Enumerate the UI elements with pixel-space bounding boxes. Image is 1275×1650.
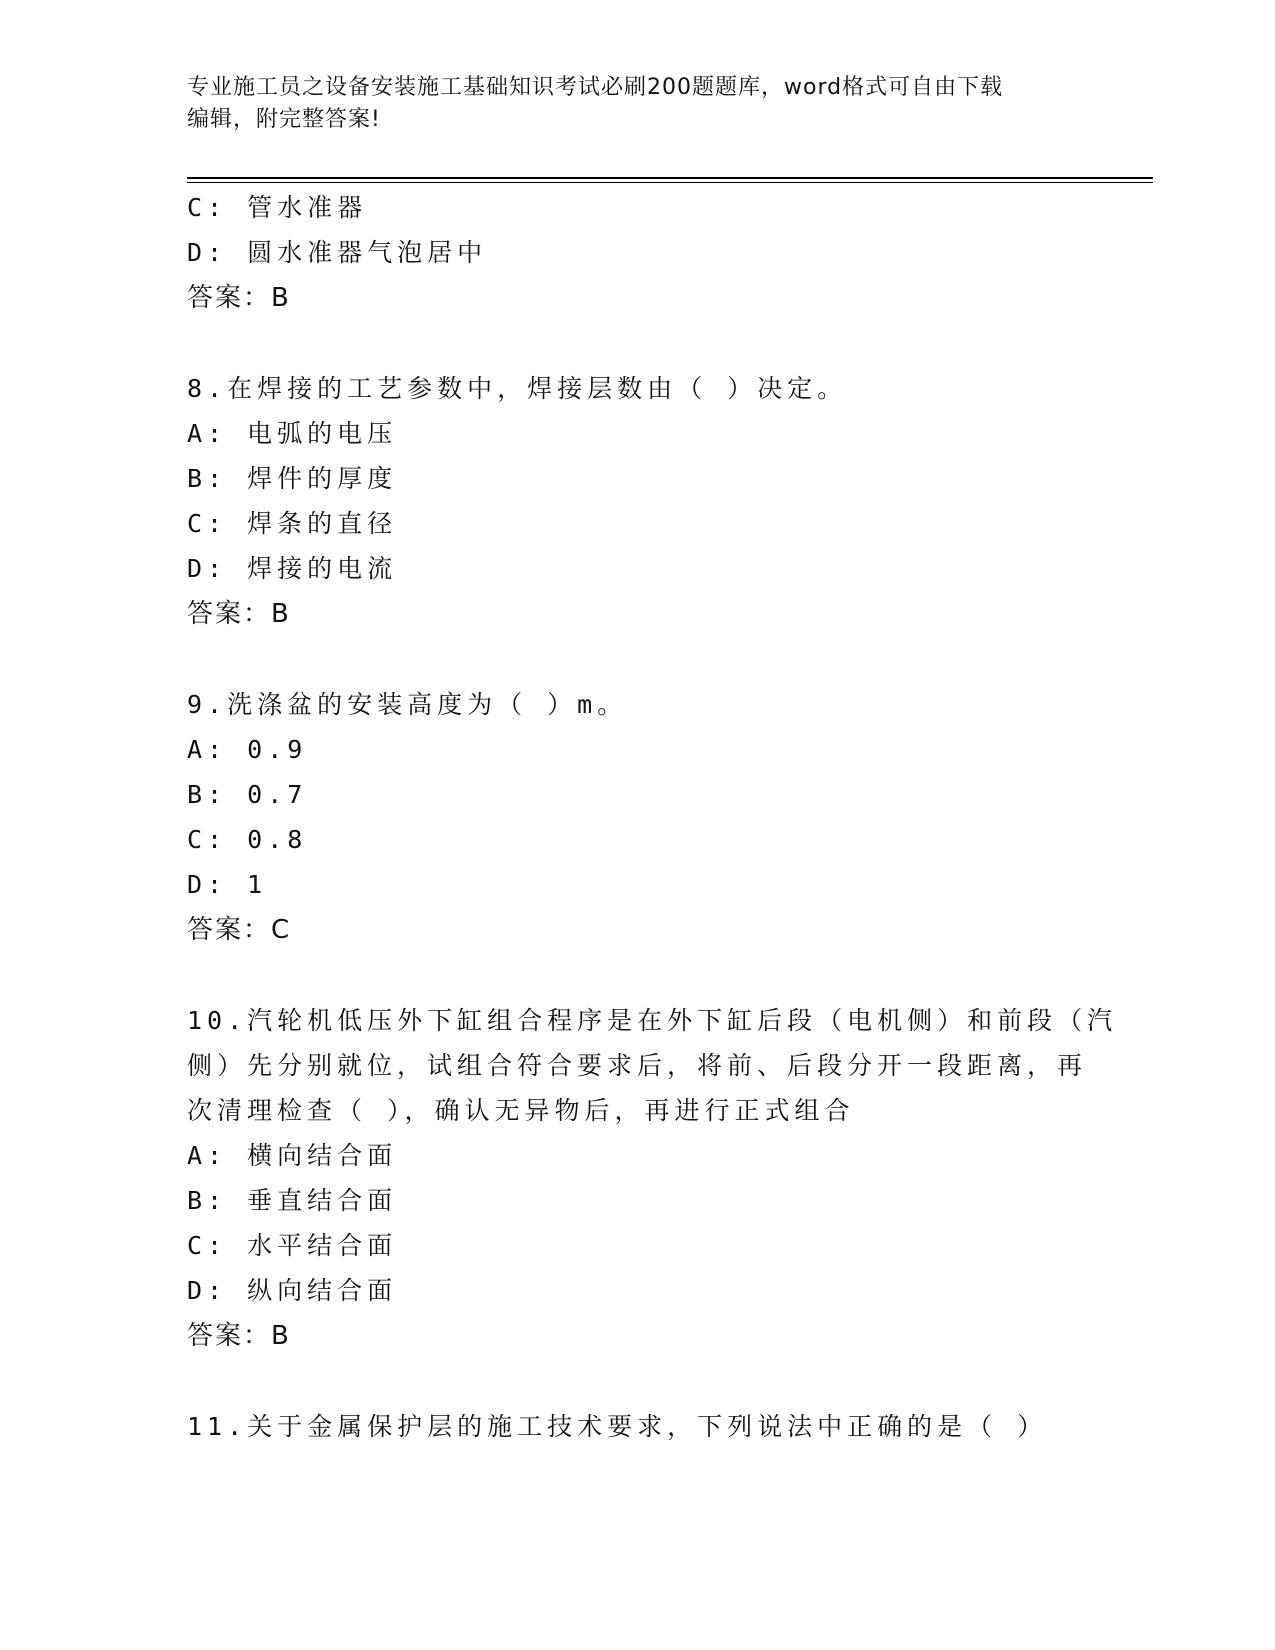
header-line-1: 专业施工员之设备安装施工基础知识考试必刷200题题库，word格式可自由下载 — [187, 75, 1004, 100]
q8-option-c: C: 焊条的直径 — [187, 509, 398, 538]
q8-stem: 8.在焊接的工艺参数中，焊接层数由（ ）决定。 — [187, 374, 848, 403]
q9-option-a: A: 0.9 — [187, 735, 308, 764]
q7-option-c: C: 管水准器 — [187, 193, 368, 222]
q10-stem-line-3: 次清理检查（ ），确认无异物后，再进行正式组合 — [187, 1096, 855, 1125]
q8-option-b: B: 焊件的厚度 — [187, 464, 398, 493]
q8-answer: 答案：B — [187, 599, 291, 629]
q9-answer: 答案：C — [187, 915, 292, 945]
q7-option-d: D: 圆水准器气泡居中 — [187, 238, 488, 267]
header-divider-thin — [187, 182, 1153, 183]
header-line-2: 编辑，附完整答案! — [187, 107, 381, 132]
q10-option-a: A: 横向结合面 — [187, 1141, 398, 1170]
q8-option-d: D: 焊接的电流 — [187, 554, 398, 583]
q11-stem: 11.关于金属保护层的施工技术要求，下列说法中正确的是（ ） — [187, 1412, 1048, 1441]
q10-option-c: C: 水平结合面 — [187, 1231, 398, 1260]
q10-answer: 答案：B — [187, 1321, 291, 1351]
header-divider-thick — [187, 177, 1153, 179]
q7-answer: 答案：B — [187, 283, 291, 313]
q10-option-b: B: 垂直结合面 — [187, 1186, 398, 1215]
document-header — [187, 72, 1087, 136]
q9-option-d: D: 1 — [187, 870, 268, 899]
q10-stem-line-1: 10.汽轮机低压外下缸组合程序是在外下缸后段（电机侧）和前段（汽 — [187, 1006, 1118, 1035]
q9-stem: 9.洗涤盆的安装高度为（ ）m。 — [187, 690, 628, 719]
q10-stem-line-2: 侧）先分别就位，试组合符合要求后，将前、后段分开一段距离，再 — [187, 1051, 1088, 1080]
q10-option-d: D: 纵向结合面 — [187, 1276, 398, 1305]
q8-option-a: A: 电弧的电压 — [187, 419, 398, 448]
q9-option-b: B: 0.7 — [187, 780, 308, 809]
q9-option-c: C: 0.8 — [187, 825, 308, 854]
